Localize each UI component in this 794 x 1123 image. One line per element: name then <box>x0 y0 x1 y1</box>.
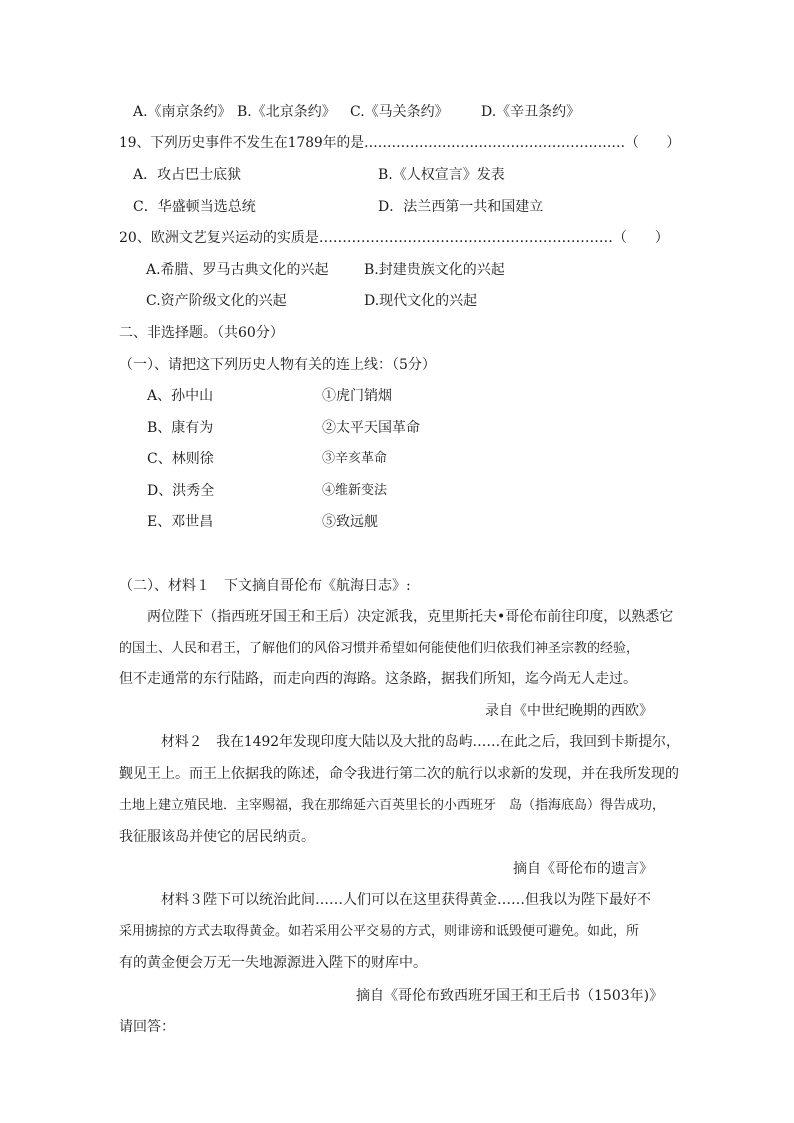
material3-line: 材料３陛下可以统治此间……人们可以在这里获得黄金……但我以为陛下最好不 <box>161 892 651 908</box>
match-row <box>0 450 794 468</box>
material1-line: 但不走通常的东行陆路，而走向西的海路。这条路，据我们所知，迄今尚无人走过。 <box>119 671 637 687</box>
material1-source: 录自《中世纪晚期的西欧》 <box>485 703 653 719</box>
q20-options-row2 <box>0 292 794 310</box>
q20-stem: 20、欧洲文艺复兴运动的实质是………………………………………………………（ ） <box>119 230 669 246</box>
material1-intro: （二）、材料１ 下文摘自哥伦布《航海日志》: <box>119 578 411 594</box>
q20-option-d: D.现代文化的兴起 <box>364 293 478 309</box>
match-row <box>0 419 794 437</box>
q19-option-d: D．法兰西第一共和国建立 <box>378 199 544 215</box>
q18-option-a: A.《南京条约》 <box>133 104 232 120</box>
q18-option-d: D.《辛丑条约》 <box>481 104 581 120</box>
q18-option-b: B.《北京条约》 <box>237 104 336 120</box>
match-left-c: C、林则徐 <box>147 451 214 467</box>
material2-line: 觐见王上。而王上依据我的陈述，命令我进行第二次的航行以求新的发现，并在我所发现的 <box>119 766 679 782</box>
q20-option-a: A.希腊、罗马古典文化的兴起 <box>146 262 329 278</box>
answer-prompt: 请回答： <box>119 1019 175 1035</box>
q19-stem: 19、下列历史事件不发生在1789年的是…………………………………………………（ ） <box>119 135 681 151</box>
match-row <box>0 513 794 531</box>
match-right-4: ④维新变法 <box>322 483 388 498</box>
material3-line: 有的黄金便会万无一失地源源进入陛下的财库中。 <box>119 955 427 971</box>
part1-title: （一）、请把这下列历史人物有关的连上线：（5分） <box>119 357 436 373</box>
match-row <box>0 482 794 500</box>
q19-options-row2 <box>0 198 794 216</box>
match-left-d: D、洪秀全 <box>147 483 215 499</box>
q19-option-b: B.《人权宣言》发表 <box>378 167 505 183</box>
material1-line: 两位陛下（指西班牙国王和王后）决定派我，克里斯托夫•哥伦布前往印度，以熟悉它 <box>147 609 674 625</box>
section2-title: 二、非选择题。（共60分） <box>119 325 284 341</box>
material3-source: 摘自《哥伦布致西班牙国王和王后书（1503年)》 <box>356 988 664 1004</box>
q19-options-row1 <box>0 166 794 184</box>
match-left-e: E、邓世昌 <box>147 514 214 530</box>
q18-options <box>0 103 794 121</box>
q18-option-c: C.《马关条约》 <box>350 104 449 120</box>
match-left-b: B、康有为 <box>147 420 214 436</box>
match-row <box>0 387 794 405</box>
material2-line: 材料２ 我在1492年发现印度大陆以及大批的岛屿……在此之后，我回到卡斯提尔， <box>161 734 680 750</box>
q19-option-c: C．华盛顿当选总统 <box>133 199 256 215</box>
match-right-5: ⑤致远舰 <box>322 514 378 530</box>
match-right-1: ①虎门销烟 <box>322 388 392 404</box>
q20-option-b: B.封建贵族文化的兴起 <box>364 262 505 278</box>
q20-options-row1 <box>0 261 794 279</box>
match-right-2: ②太平天国革命 <box>322 420 420 436</box>
q20-option-c: C.资产阶级文化的兴起 <box>146 293 287 309</box>
material2-line: 我征服该岛并使它的居民纳贡。 <box>119 829 315 845</box>
material3-line: 采用掳掠的方式去取得黄金。如若采用公平交易的方式，则诽谤和诋毁便可避免。如此，所 <box>119 924 640 939</box>
material2-source: 摘自《哥伦布的遗言》 <box>513 861 653 877</box>
material1-line: 的国土、人民和君王，了解他们的风俗习惯并希望如何能使他们归依我们神圣宗教的经验， <box>119 641 640 656</box>
q19-option-a: A．攻占巴士底狱 <box>133 167 242 183</box>
match-right-3: ③辛亥革命 <box>322 451 388 466</box>
match-left-a: A、孙中山 <box>147 388 214 404</box>
material2-line: 土地上建立殖民地．主宰赐福，我在那绵延六百英里长的小西班牙 岛（指海底岛）得告成功， <box>119 798 666 813</box>
